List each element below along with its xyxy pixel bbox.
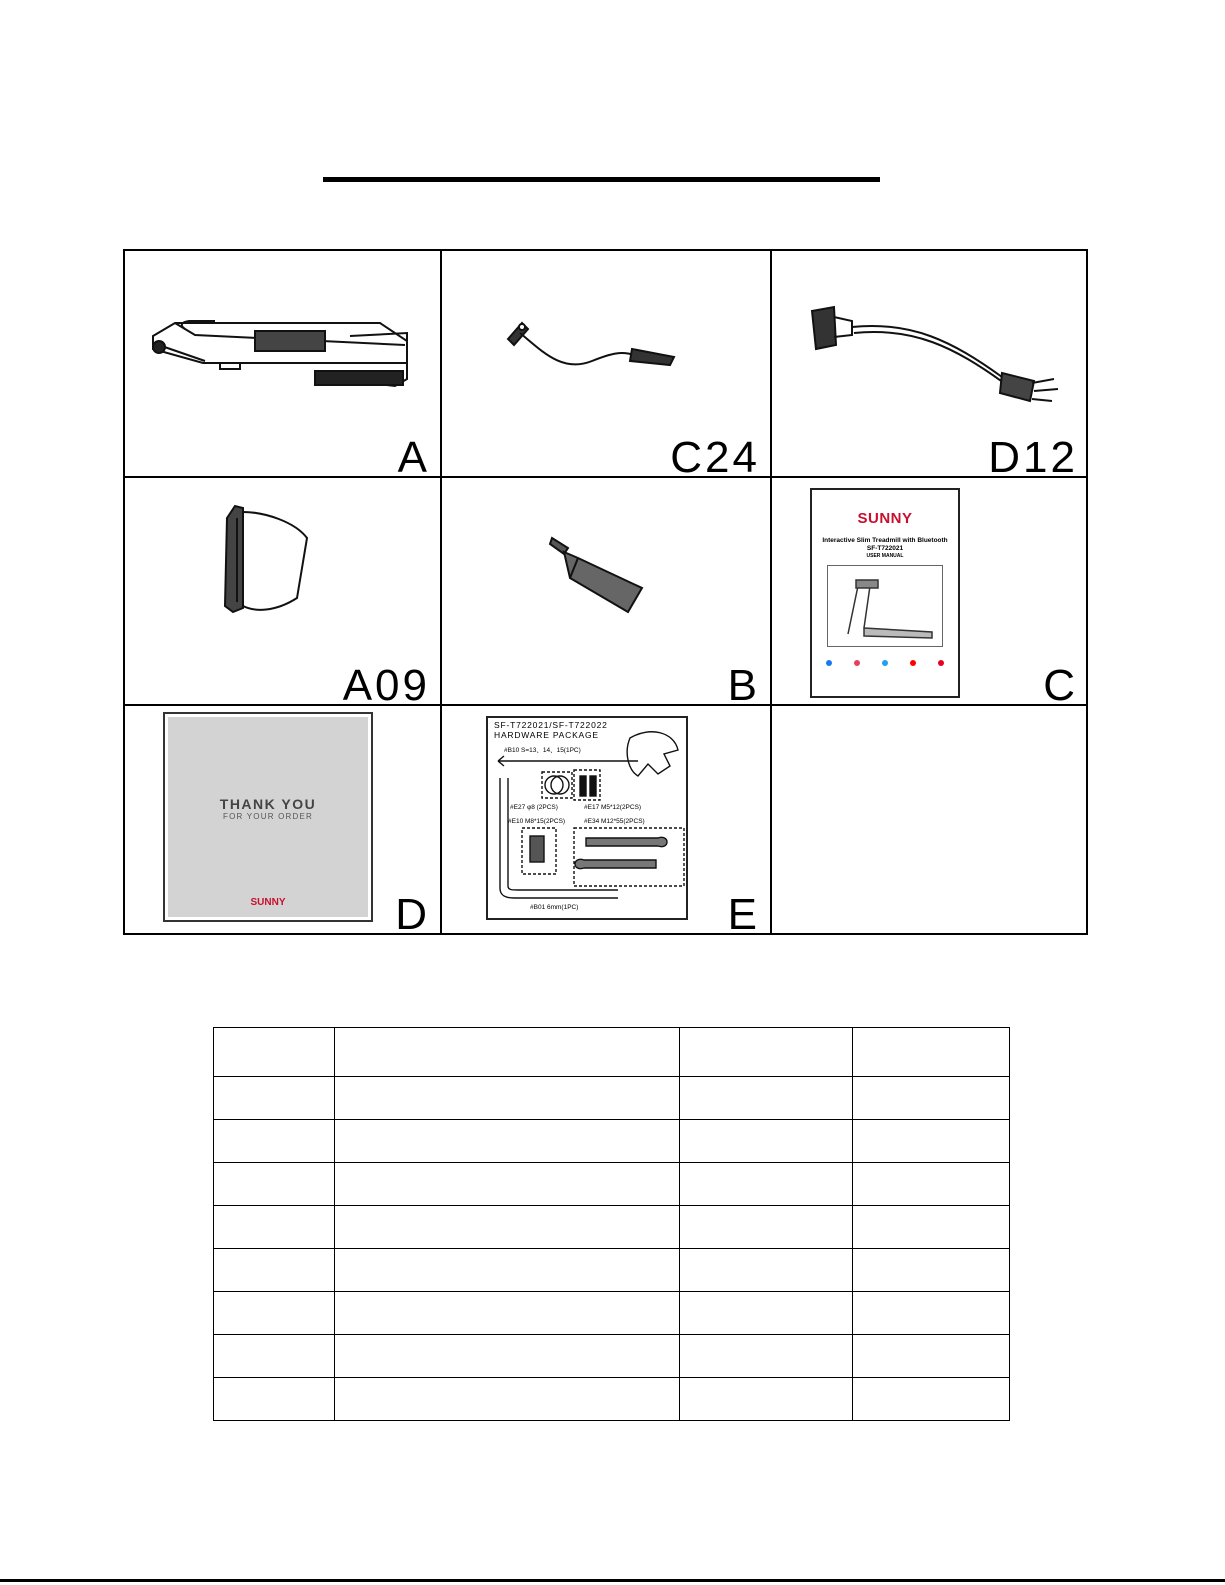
cell-e — [442, 706, 770, 939]
user-manual — [810, 488, 960, 698]
label-b01: #B01 6mm(1PC) — [530, 904, 579, 911]
treadmill-drawing — [125, 251, 440, 476]
manual-subtitle: USER MANUAL — [866, 552, 904, 559]
table-row — [214, 1077, 1010, 1120]
label-b10: #B10 S=13、14、15(1PC) — [504, 747, 581, 754]
label-e27: #E27 φ8 (2PCS) — [510, 804, 558, 811]
table-row — [214, 1292, 1010, 1335]
hardware-package — [486, 716, 688, 920]
label-e34: #E34 M12*55(2PCS) — [584, 818, 645, 825]
manual-title: Interactive Slim Treadmill with Bluetooth — [822, 537, 948, 544]
table-row — [214, 1120, 1010, 1163]
manual-model: SF-T722021 — [866, 544, 904, 552]
cell-c24 — [442, 251, 770, 482]
cell-label: E — [727, 890, 760, 939]
table-row — [214, 1378, 1010, 1421]
table-row — [214, 1163, 1010, 1206]
parts-list-table — [213, 1027, 1010, 1421]
label-e17: #E17 M5*12(2PCS) — [584, 804, 642, 811]
cell-d — [125, 706, 440, 939]
table-row — [214, 1335, 1010, 1378]
table-header-row — [214, 1028, 1010, 1077]
cell-label: C24 — [670, 433, 760, 482]
lubricant-bottle-drawing — [442, 478, 770, 704]
cell-b — [442, 478, 770, 710]
hardware-drawing — [488, 718, 688, 920]
cell-label: A — [397, 433, 430, 482]
title-underline — [323, 177, 880, 182]
thank-you-brand-logo: SUNNY — [250, 897, 286, 908]
cell-a09 — [125, 478, 440, 710]
hardware-header: SF-T722021/SF-T722022 HARDWARE PACKAGE — [494, 720, 608, 740]
youtube-icon — [910, 660, 916, 666]
cell-label: A09 — [342, 661, 430, 710]
cell-label: C — [1043, 661, 1078, 710]
cell-a — [125, 251, 440, 482]
pinterest-icon — [938, 660, 944, 666]
cell-empty — [772, 706, 1088, 933]
manual-brand-logo: SUNNY — [857, 510, 913, 527]
label-e10: #E10 M8*15(2PCS) — [508, 818, 566, 825]
thank-you-card — [163, 712, 373, 922]
treadmill-cover-drawing — [828, 566, 942, 646]
parts-grid — [123, 249, 1088, 939]
thank-you-heading: THANK YOU — [219, 796, 317, 812]
cell-label: D — [395, 890, 430, 939]
cell-label: B — [727, 661, 760, 710]
instagram-icon — [854, 660, 860, 666]
cell-label: D12 — [988, 433, 1078, 482]
table-row — [214, 1249, 1010, 1292]
facebook-icon — [826, 660, 832, 666]
manual-cover-image — [827, 565, 943, 647]
cell-d12 — [772, 251, 1088, 482]
bottom-rule — [0, 1579, 1225, 1582]
twitter-icon — [882, 660, 888, 666]
cell-c — [772, 478, 1088, 710]
table-row — [214, 1206, 1010, 1249]
social-icons — [826, 660, 944, 666]
thank-you-subheading: FOR YOUR ORDER — [223, 812, 313, 821]
